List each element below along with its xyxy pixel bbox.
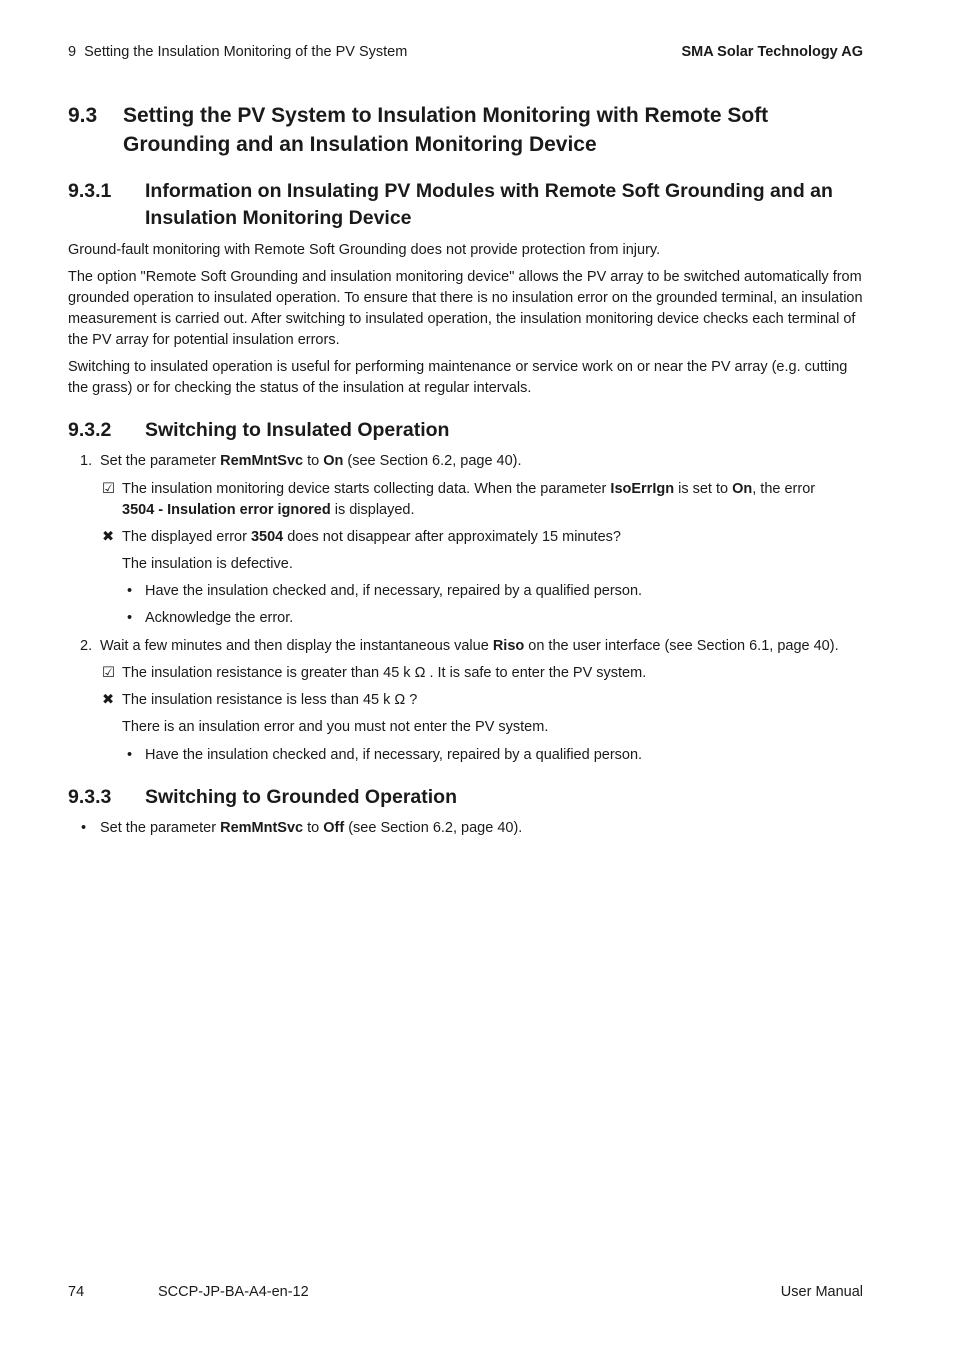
- list-item: Have the insulation checked and, if necessary, repaired by a qualified person.: [145, 747, 643, 763]
- parameter-name: Riso: [492, 638, 525, 654]
- section-title-line: Insulation Monitoring Device: [145, 207, 412, 229]
- section-9-3-heading: [68, 101, 888, 159]
- text: (see Section 6.2, page 40).: [343, 453, 522, 469]
- text: The insulation monitoring device starts collecting data. When the parameter: [122, 481, 611, 497]
- parameter-value: On: [732, 481, 753, 497]
- bullet-icon: •: [127, 747, 133, 763]
- cross-icon: ✖: [102, 692, 115, 708]
- parameter-value: Off: [323, 820, 345, 836]
- section-title: Switching to Insulated Operation: [145, 419, 450, 441]
- section-9-3-1-heading: [68, 178, 888, 232]
- section-number: 9.3.3: [68, 786, 112, 808]
- parameter-value: On: [323, 453, 344, 469]
- parameter-name: IsoErrIgn: [610, 481, 675, 497]
- paragraph: The option "Remote Soft Grounding and insulation monitoring device" allows the PV array to be switched automatically from grounded operation to insulated operation. To ensure that there is no insulation error on the grounded terminal, an insulation measurement is carried out. After switching to insulated operation, the insulation monitoring device checks each terminal of the PV array for potential insulation errors.: [68, 269, 863, 348]
- text: The displayed error: [122, 529, 251, 545]
- bullet-icon: •: [127, 610, 133, 626]
- document-code: SCCP-JP-BA-A4-en-12: [158, 1284, 309, 1300]
- list-item: Have the insulation checked and, if necessary, repaired by a qualified person.: [145, 583, 643, 599]
- bullet-icon: •: [81, 820, 87, 836]
- section-title: Switching to Grounded Operation: [145, 786, 457, 808]
- paragraph: Ground-fault monitoring with Remote Soft Grounding does not provide protection from injury.: [68, 242, 661, 258]
- result-failure: [122, 527, 621, 548]
- bullet-icon: •: [127, 583, 133, 599]
- text: , the error: [752, 481, 816, 497]
- section-title-line: Grounding and an Insulation Monitoring Device: [123, 133, 597, 156]
- text: (see Section 6.2, page 40).: [344, 820, 523, 836]
- cross-icon: ✖: [102, 529, 115, 545]
- running-header-company: SMA Solar Technology AG: [681, 44, 863, 60]
- result-success: The insulation resistance is greater than 45 k Ω . It is safe to enter the PV system.: [122, 665, 647, 681]
- section-number: 9.3.1: [68, 180, 112, 202]
- step-number: 1.: [80, 453, 93, 469]
- result-failure: The insulation resistance is less than 45 k Ω ?: [122, 692, 418, 708]
- text: does not disappear after approximately 15 minutes?: [283, 529, 621, 545]
- list-item: [100, 818, 522, 839]
- text: Set the parameter: [100, 820, 221, 836]
- page-number: 74: [68, 1284, 85, 1300]
- parameter-name: RemMntSvc: [220, 453, 304, 469]
- section-title-line: Setting the PV System to Insulation Monitoring with Remote Soft: [123, 104, 769, 127]
- text: to: [303, 453, 324, 469]
- step-instruction: [100, 451, 522, 472]
- result-success: [122, 479, 815, 500]
- error-code: 3504 - Insulation error ignored: [122, 502, 331, 518]
- text: Wait a few minutes and then display the instantaneous value: [100, 638, 493, 654]
- text: is set to: [674, 481, 733, 497]
- checkbox-icon: ☑: [102, 481, 115, 497]
- document-type: User Manual: [780, 1284, 863, 1300]
- section-title-line: Information on Insulating PV Modules with Remote Soft Grounding and an: [145, 180, 833, 202]
- text: to: [303, 820, 324, 836]
- text: on the user interface (see Section 6.1, page 40).: [524, 638, 839, 654]
- running-header-chapter: 9 Setting the Insulation Monitoring of the PV System: [68, 44, 408, 60]
- section-9-3-2-heading: [68, 417, 888, 444]
- failure-cause: There is an insulation error and you must not enter the PV system.: [122, 719, 549, 735]
- error-code: 3504: [250, 529, 284, 545]
- result-success-continued: [122, 500, 415, 521]
- section-number: 9.3.2: [68, 419, 112, 441]
- text: is displayed.: [330, 502, 415, 518]
- failure-cause: The insulation is defective.: [122, 556, 293, 572]
- section-number: 9.3: [68, 104, 98, 127]
- step-instruction: [100, 636, 839, 657]
- section-9-3-3-heading: [68, 784, 888, 811]
- text: Set the parameter: [100, 453, 221, 469]
- list-item: Acknowledge the error.: [145, 610, 294, 626]
- parameter-name: RemMntSvc: [220, 820, 304, 836]
- checkbox-icon: ☑: [102, 665, 115, 681]
- step-number: 2.: [80, 638, 93, 654]
- paragraph: Switching to insulated operation is useful for performing maintenance or service work on or near the PV array (e.g. cutting the grass) or for checking the status of the insulation at regular intervals.: [68, 359, 848, 396]
